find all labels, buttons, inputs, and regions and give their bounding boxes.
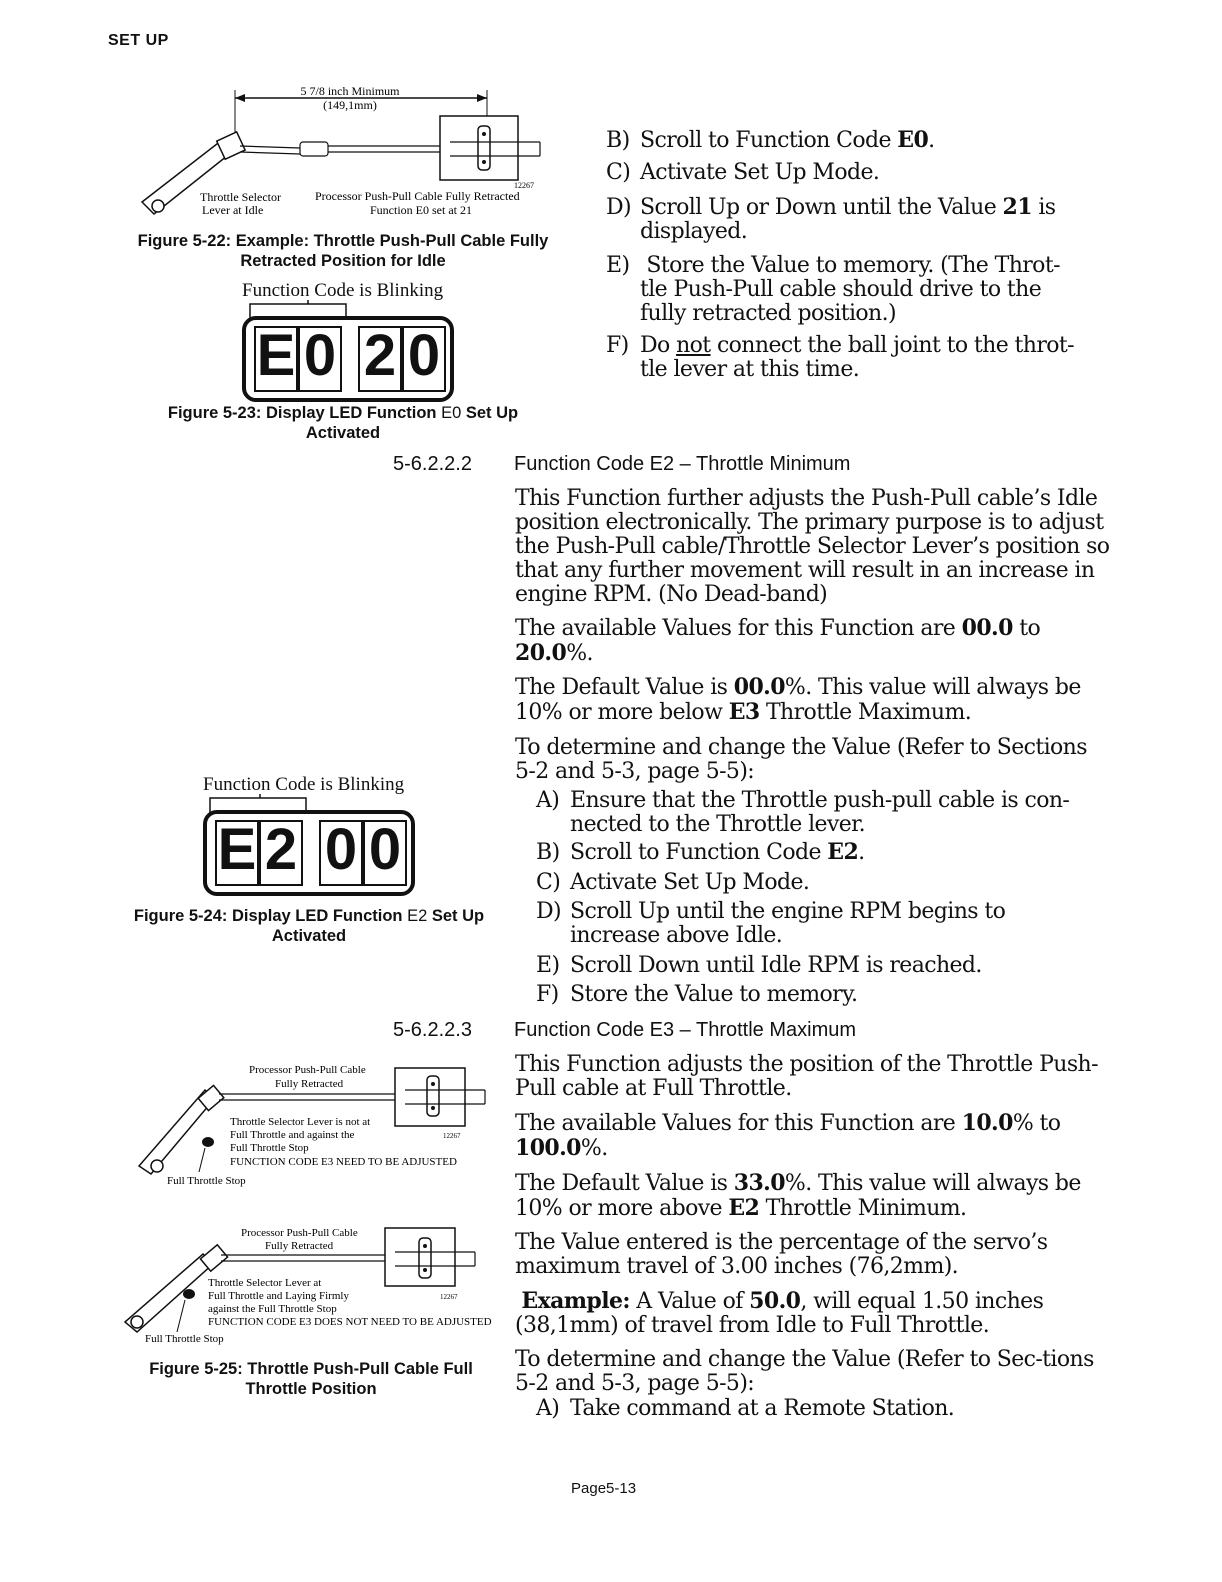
- fig25-top-note-1: Throttle Selector Lever is not at: [230, 1116, 371, 1128]
- fig23-char-1: E: [256, 323, 296, 388]
- fig25-bot-note-2: Full Throttle and Laying Firmly: [208, 1290, 349, 1302]
- sec-e2-para1: This Function further adjusts the Push-Pull cable’s Idle position electronically. The primary purpose is to adjust the Push-Pull cable/Throttle Selector Lever’s position so that any further movement will result in an increase in engine RPM. (No Dead-band): [515, 486, 1110, 607]
- fig22-dim-label-2: (149,1mm): [323, 98, 377, 112]
- fig23-char-3: 2: [363, 323, 397, 388]
- fig23-caption-post: Set Up: [461, 404, 519, 422]
- figure-5-22-caption: [108, 231, 578, 271]
- fig22-dim-label-1: 5 7/8 inch Minimum: [300, 84, 400, 98]
- fig23-caption-pre: Figure 5-23: Display LED Function: [167, 404, 442, 422]
- fig24-caption-code: E2: [407, 907, 428, 925]
- fig22-part-no: 12267: [514, 181, 534, 190]
- figure-5-22-diagram: [130, 84, 560, 224]
- sec-e3-example: Example: A Value of 50.0, will equal 1.50 inches (38,1mm) of travel from Idle to Full Throttle.: [515, 1288, 1044, 1338]
- fig23-char-4: 0: [407, 323, 441, 388]
- e2-step-b: B) Scroll to Function Code E2.: [536, 839, 865, 865]
- fig25-bot-proc-1: Processor Push-Pull Cable: [241, 1227, 358, 1239]
- e0-step-d: D) Scroll Up or Down until the Value 21 is displayed.: [606, 194, 1056, 244]
- sec-e2-para4: To determine and change the Value (Refer to Sections 5-2 and 5-3, page 5-5):: [515, 735, 1087, 784]
- sec-e2-para3: The Default Value is 00.0%. This value will always be 10% or more below E3 Throttle Maximum.: [515, 674, 1081, 725]
- fig25-top-stop: Full Throttle Stop: [167, 1175, 246, 1187]
- fig23-char-2: 0: [303, 323, 337, 388]
- fig22-proc-label-1: Processor Push-Pull Cable Fully Retracted: [315, 189, 520, 203]
- sec-e2-number: 5-6.2.2.2: [393, 453, 472, 475]
- fig25-caption-line2: Throttle Position: [245, 1380, 377, 1398]
- fig25-caption-line1: Figure 5-25: Throttle Push-Pull Cable Full: [149, 1360, 473, 1378]
- page-header: SET UP: [108, 32, 169, 49]
- fig24-led-display: [203, 810, 415, 896]
- sec-e2-body: [515, 487, 1111, 784]
- fig22-lever-label-2: Lever at Idle: [202, 203, 264, 217]
- fig24-caption-post: Set Up: [427, 907, 485, 925]
- fig23-blink-label: Function Code is Blinking: [242, 280, 444, 301]
- fig25-top-note-4: FUNCTION CODE E3 NEED TO BE ADJUSTED: [230, 1156, 457, 1168]
- fig25-top-note-2: Full Throttle and against the: [230, 1129, 355, 1141]
- fig24-blink-label: Function Code is Blinking: [203, 774, 405, 795]
- fig22-proc-label-2: Function E0 set at 21: [370, 203, 472, 217]
- e2-step-a: A) Ensure that the Throttle push-pull cable is con- nected to the Throttle lever.: [536, 788, 1070, 837]
- fig24-caption-line2: Activated: [271, 927, 347, 945]
- sec-e3-title: Function Code E3 – Throttle Maximum: [514, 1019, 857, 1041]
- sec-e3-body: [515, 1053, 1111, 1396]
- fig25-bot-proc-2: Fully Retracted: [265, 1240, 334, 1252]
- fig24-caption-pre: Figure 5-24: Display LED Function: [133, 907, 408, 925]
- fig23-led-display: [242, 316, 454, 402]
- figure-5-25-bottom-diagram: [115, 1222, 507, 1352]
- sec-e3-para2: The available Values for this Function are 10.0% to 100.0%.: [515, 1110, 1061, 1161]
- fig25-bot-note-3: against the Full Throttle Stop: [208, 1303, 337, 1315]
- fig25-top-stop-icon: [202, 1137, 214, 1147]
- fig25-bot-note-4: FUNCTION CODE E3 DOES NOT NEED TO BE ADJUSTED: [208, 1316, 492, 1328]
- sec-e3-para3: The Default Value is 33.0%. This value will always be 10% or more above E2 Throttle Minimum.: [515, 1170, 1081, 1221]
- fig25-top-note-3: Full Throttle Stop: [230, 1142, 309, 1154]
- fig25-bot-stop-icon: [183, 1289, 195, 1299]
- e3-step-a: A) Take command at a Remote Station.: [536, 1396, 955, 1421]
- fig25-bot-note-1: Throttle Selector Lever at: [208, 1277, 322, 1289]
- e2-step-c: C) Activate Set Up Mode.: [536, 870, 810, 895]
- page-number: Page5-13: [571, 1480, 637, 1497]
- fig23-caption-code: E0: [441, 404, 462, 422]
- sec-e3-para5: To determine and change the Value (Refer to Sec-tions 5-2 and 5-3, page 5-5):: [515, 1347, 1094, 1396]
- fig25-bot-stop: Full Throttle Stop: [145, 1333, 224, 1345]
- fig25-top-proc-2: Fully Retracted: [275, 1078, 344, 1090]
- fig22-caption-line2: Retracted Position for Idle: [240, 252, 446, 270]
- fig24-char-3: 0: [324, 817, 358, 882]
- sec-e3-para1: This Function adjusts the position of the Throttle Push-Pull cable at Full Throttle.: [515, 1052, 1098, 1101]
- fig22-lever-label-1: Throttle Selector: [200, 190, 281, 204]
- fig25-top-proc-1: Processor Push-Pull Cable: [249, 1064, 366, 1076]
- fig24-char-1: E: [217, 817, 257, 882]
- e0-step-e: E) Store the Value to memory. (The Throt- tle Push-Pull cable should drive to the fully retracted position.): [606, 253, 1060, 326]
- fig22-caption-line1: Figure 5-22: Example: Throttle Push-Pull Cable Fully: [137, 232, 549, 250]
- fig25-bot-part-no: 12267: [440, 1293, 458, 1301]
- sec-e2-title: Function Code E2 – Throttle Minimum: [514, 453, 851, 475]
- e2-step-d: D) Scroll Up until the engine RPM begins to increase above Idle.: [536, 899, 1006, 948]
- sec-e3-number: 5-6.2.2.3: [393, 1019, 472, 1041]
- figure-5-25-caption: [118, 1359, 504, 1399]
- sec-e3-para4: The Value entered is the percentage of the servo’s maximum travel of 3.00 inches (76,2mm).: [515, 1230, 1048, 1279]
- fig24-char-2: 2: [264, 817, 298, 882]
- fig23-caption-line2: Activated: [305, 424, 381, 442]
- fig24-char-4: 0: [368, 817, 402, 882]
- e0-step-b: B) Scroll to Function Code E0.: [606, 127, 935, 153]
- e2-step-e: E) Scroll Down until Idle RPM is reached.: [536, 953, 982, 978]
- e2-step-f: F) Store the Value to memory.: [536, 982, 858, 1007]
- e0-step-c: C) Activate Set Up Mode.: [606, 160, 880, 185]
- e0-step-f: F) Do not connect the ball joint to the throt- tle lever at this time.: [606, 333, 1074, 382]
- fig25-top-part-no: 12267: [443, 1132, 461, 1140]
- sec-e2-para2: The available Values for this Function are 00.0 to 20.0%.: [515, 615, 1041, 666]
- figure-5-23-caption: [108, 403, 578, 443]
- figure-5-24-caption: [104, 906, 514, 946]
- figure-5-25-top-diagram: [125, 1060, 505, 1190]
